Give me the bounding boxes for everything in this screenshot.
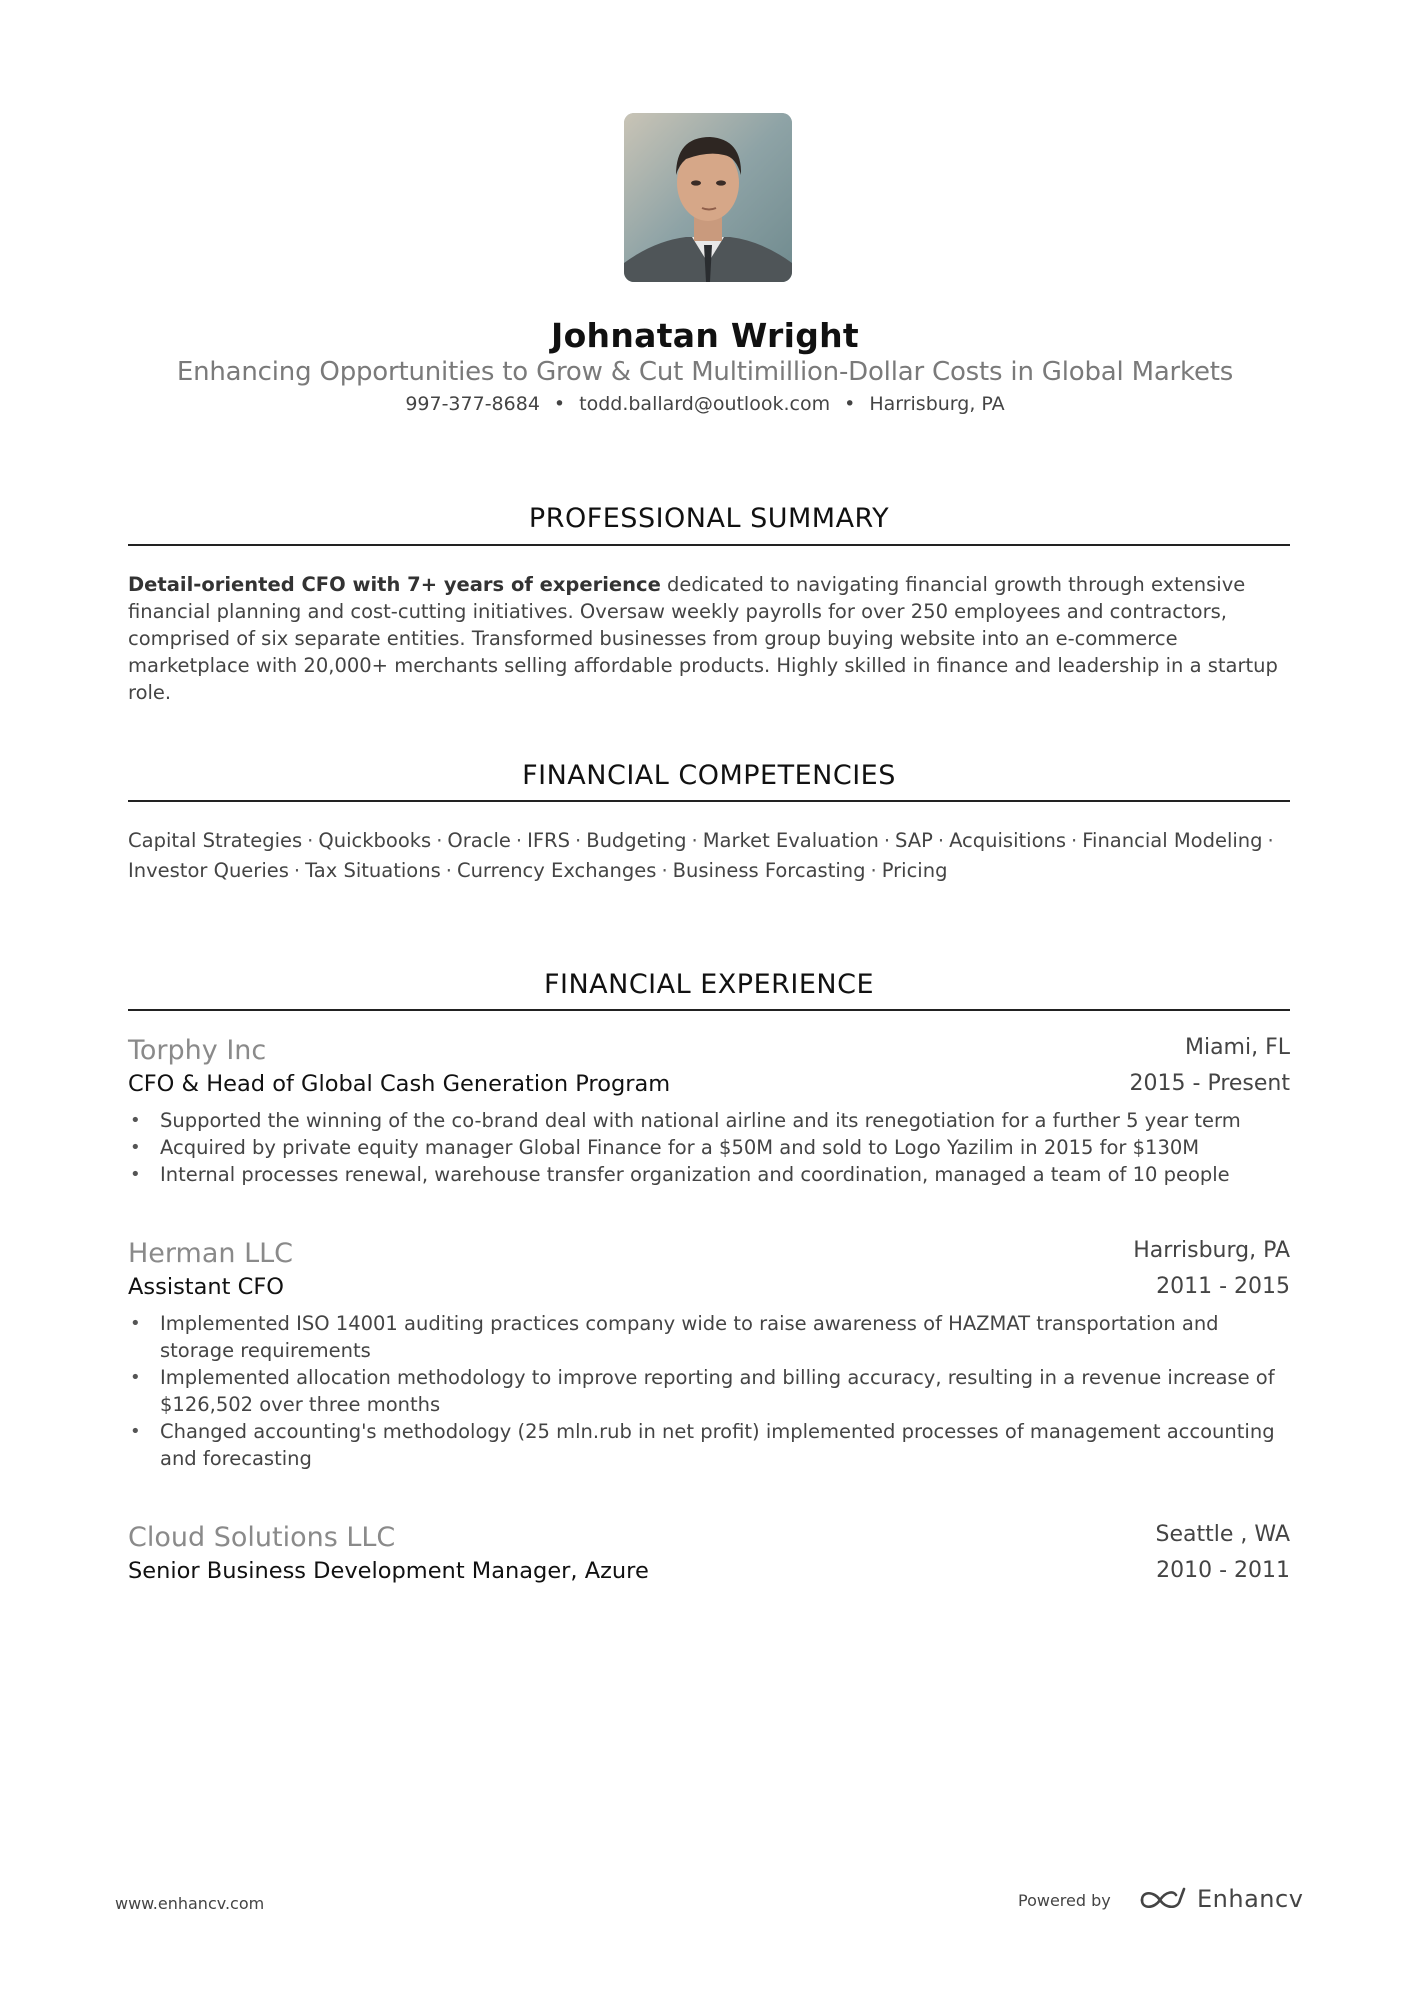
section-title-competencies: FINANCIAL COMPETENCIES (522, 760, 896, 791)
job-dates: 2015 - Present (1129, 1071, 1290, 1096)
phone-number: 997-377-8684 (405, 393, 540, 415)
skill-item: Pricing (881, 859, 948, 882)
skill-item: Budgeting (586, 829, 687, 852)
skill-item: Oracle (447, 829, 511, 852)
section-divider (128, 800, 1290, 802)
job-bullet: • Implemented allocation methodology to improve reporting and billing accuracy, resulting in a revenue increase of $126,502 over three months (160, 1364, 1290, 1418)
job-location: Seattle , WA (1155, 1522, 1290, 1547)
home-location: Harrisburg, PA (869, 393, 1005, 415)
job-title: Senior Business Development Manager, Azure (128, 1558, 649, 1584)
footer-website-link[interactable]: www.enhancv.com (115, 1894, 265, 1913)
powered-by-label: Powered by (1018, 1891, 1111, 1910)
skill-item: Investor Queries (128, 859, 289, 882)
skills-list (128, 826, 1290, 886)
skill-item: IFRS (527, 829, 570, 852)
skill-item: Market Evaluation (702, 829, 879, 852)
contact-info (0, 393, 1410, 415)
job-bullet: • Supported the winning of the co-brand deal with national airline and its renegotiation for a further 5 year term (160, 1107, 1290, 1134)
job-bullet: • Acquired by private equity manager Global Finance for a $50M and sold to Logo Yazilim in 2015 for $130M (160, 1134, 1290, 1161)
job-bullet: • Internal processes renewal, warehouse transfer organization and coordination, managed a team of 10 people (160, 1161, 1290, 1188)
skill-item: Business Forcasting (672, 859, 866, 882)
summary-lead: Detail-oriented CFO with 7+ years of experience (128, 573, 661, 596)
portrait-image (624, 113, 792, 282)
company-name: Herman LLC (128, 1238, 294, 1269)
skill-item: Financial Modeling (1082, 829, 1263, 852)
contact-separator: • (844, 393, 856, 415)
company-name: Torphy Inc (128, 1035, 267, 1066)
skill-item: Capital Strategies (128, 829, 303, 852)
section-title-summary: PROFESSIONAL SUMMARY (528, 503, 890, 534)
job-location: Miami, FL (1184, 1035, 1290, 1060)
contact-separator: • (553, 393, 566, 415)
section-title-experience: FINANCIAL EXPERIENCE (543, 969, 875, 1000)
job-bullet: • Implemented ISO 14001 auditing practices company wide to raise awareness of HAZMAT transportation and storage requirements (160, 1310, 1290, 1364)
brand-name: Enhancv (1197, 1885, 1304, 1913)
skill-item: Quickbooks (318, 829, 432, 852)
email-address: todd.ballard@outlook.com (579, 393, 831, 415)
job-entry (128, 1522, 1290, 1594)
job-dates: 2010 - 2011 (1156, 1558, 1290, 1583)
skills-line-1: Capital Strategies · Quickbooks · Oracle · IFRS · Budgeting · Market Evaluation · SAP · Acquisitions · Financial Modeling · (128, 829, 1274, 852)
job-entry (128, 1238, 1290, 1472)
skill-item: SAP (895, 829, 933, 852)
section-divider (128, 1009, 1290, 1011)
skills-line-2: Investor Queries · Tax Situations · Currency Exchanges · Business Forcasting · Pricing (128, 859, 948, 882)
job-title: CFO & Head of Global Cash Generation Program (128, 1071, 671, 1097)
summary-body: dedicated to navigating financial growth through extensive financial planning and cost-cutting initiatives. Oversaw weekly payrolls for over 250 employees and contractors, comprised of six separate entities. Transformed businesses from group buying website into an e-commerce marketplace with 20,000+ merchants selling affordable products. Highly skilled in finance and leadership in a startup role. (128, 573, 1278, 704)
job-bullets (128, 1310, 1290, 1472)
summary-text (128, 571, 1290, 706)
skill-item: Currency Exchanges (456, 859, 657, 882)
job-dates: 2011 - 2015 (1156, 1274, 1290, 1299)
section-divider (128, 544, 1290, 546)
job-bullet: • Changed accounting's methodology (25 mln.rub in net profit) implemented processes of management accounting and forecasting (160, 1418, 1290, 1472)
skill-item: Tax Situations (305, 859, 441, 882)
skill-item: Acquisitions (949, 829, 1067, 852)
job-bullets (128, 1107, 1290, 1188)
job-title: Assistant CFO (128, 1274, 285, 1300)
enhancv-logo[interactable] (1138, 1883, 1304, 1917)
company-name: Cloud Solutions LLC (128, 1522, 396, 1553)
candidate-name: Johnatan Wright (550, 316, 860, 355)
profile-photo (624, 113, 792, 282)
job-entry (128, 1035, 1290, 1188)
job-location: Harrisburg, PA (1133, 1238, 1290, 1263)
infinity-logo-icon (1138, 1883, 1186, 1917)
candidate-tagline: Enhancing Opportunities to Grow & Cut Multimillion-Dollar Costs in Global Markets (176, 357, 1234, 387)
